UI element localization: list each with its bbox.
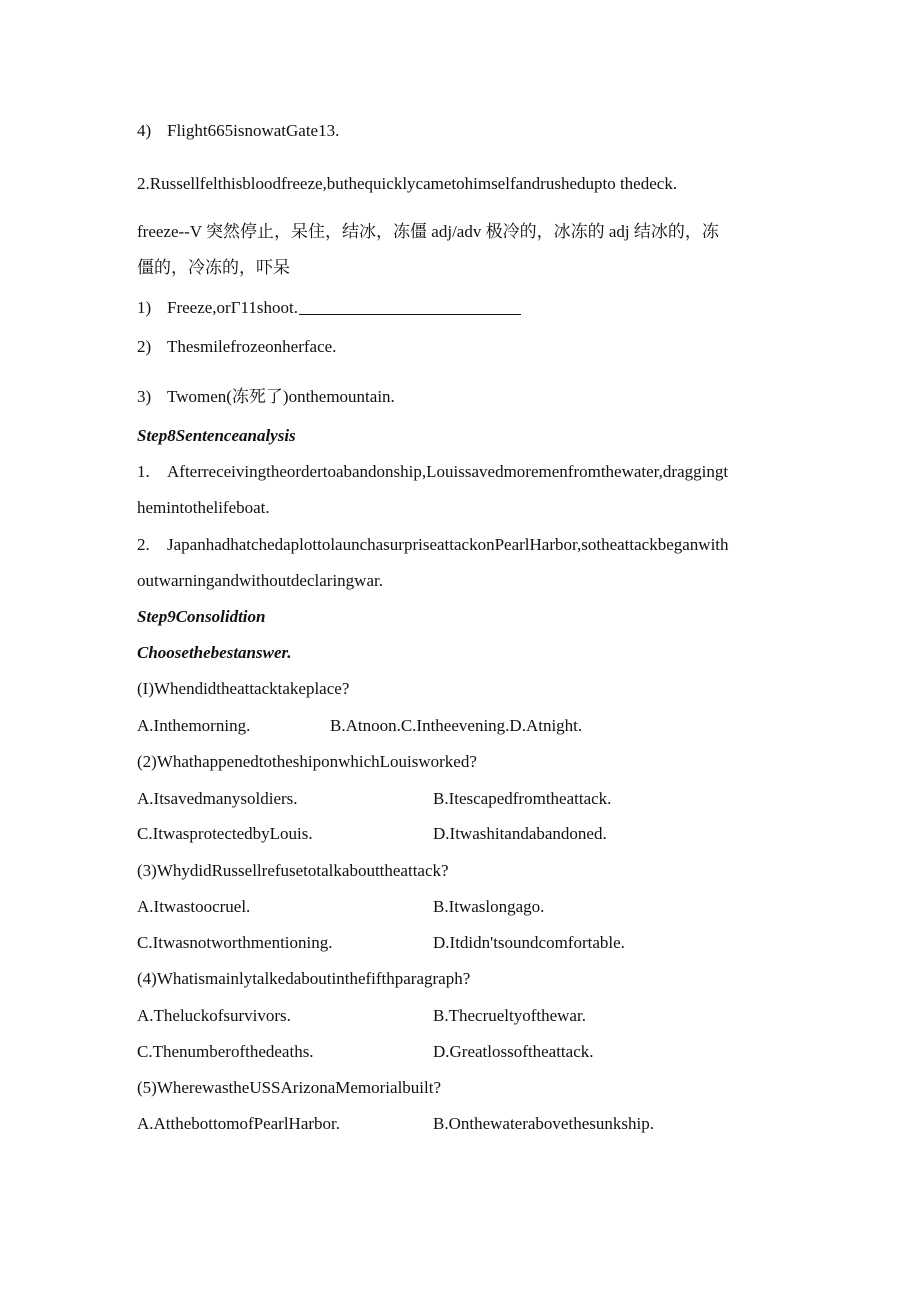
analysis-sentence-2-line-1 [137,534,729,556]
q2-option-c: C.ItwasprotectedbyLouis. [137,824,313,843]
analysis-sentence-1-line-1 [137,461,728,483]
example-text: Thesmilefrozeonherface. [167,337,337,356]
question-5: (5)WherewastheUSSArizonaMemorialbuilt? [137,1078,442,1097]
q4-option-b: B.Thecrueltyofthewar. [433,1006,586,1025]
example-text: Flight665isnowatGate13. [167,121,340,140]
list-number: 3) [137,387,152,406]
example-text: Twomen(冻死了)onthemountain. [167,387,395,406]
list-number: 1. [137,462,150,481]
list-number: 1) [137,298,152,317]
freeze-example-2 [137,336,336,358]
question-4: (4)Whatismainlytalkedaboutinthefifthparagraph? [137,969,471,988]
question-3: (3)WhydidRussellrefusetotalkabouttheattack? [137,861,449,880]
freeze-example-1 [137,297,521,319]
q3-option-d: D.Itdidn'tsoundcomfortable. [433,933,625,952]
q2-option-d: D.Itwashitandabandoned. [433,824,607,843]
q3-option-c: C.Itwasnotworthmentioning. [137,933,333,952]
q5-option-b: B.Onthewaterabovethesunkship. [433,1114,654,1133]
q1-options-bcd: B.Atnoon.C.Intheevening.D.Atnight. [330,716,583,735]
q4-option-d: D.Greatlossoftheattack. [433,1042,594,1061]
sentence-text: JapanhadhatchedaplottolaunchasurpriseattackonPearlHarbor,sotheattackbeganwith [167,535,729,554]
q1-option-a: A.Inthemorning. [137,716,251,735]
analysis-sentence-1-line-2: hemintothelifeboat. [137,498,270,517]
list-number: 4) [137,121,152,140]
freeze-definition-line-1: freeze--V 突然停止，呆住，结冰，冻僵 adj/adv 极冷的，冰冻的 adj 结冰的，冻 [137,222,719,241]
q3-option-a: A.Itwastoocruel. [137,897,251,916]
sentence-2: 2.Russellfelthisbloodfreeze,buthequicklycametohimselfandrushedupto thedeck. [137,174,678,193]
answer-blank [299,298,521,315]
q2-option-a: A.Itsavedmanysoldiers. [137,789,298,808]
question-1: (I)Whendidtheattacktakeplace? [137,679,350,698]
q2-option-b: B.Itescapedfromtheattack. [433,789,612,808]
list-number: 2. [137,535,150,554]
instruction: Choosethebestanswer. [137,643,292,662]
example-line-4 [137,120,339,142]
sentence-text: Afterreceivingtheordertoabandonship,Louissavedmoremenfromthewater,draggingt [167,462,729,481]
list-number: 2) [137,337,152,356]
question-2: (2)WhathappenedtotheshiponwhichLouisworked? [137,752,477,771]
q5-option-a: A.AtthebottomofPearlHarbor. [137,1114,341,1133]
example-text: Freeze,orΓ11shoot. [167,298,298,317]
analysis-sentence-2-line-2: outwarningandwithoutdeclaringwar. [137,571,383,590]
q3-option-b: B.Itwaslongago. [433,897,545,916]
q4-option-a: A.Theluckofsurvivors. [137,1006,291,1025]
step8-heading: Step8Sentenceanalysis [137,426,296,445]
q4-option-c: C.Thenumberofthedeaths. [137,1042,314,1061]
freeze-definition-line-2: 僵的，冷冻的，吓呆 [137,258,290,277]
freeze-example-3 [137,386,395,408]
step9-heading: Step9Consolidtion [137,607,266,626]
